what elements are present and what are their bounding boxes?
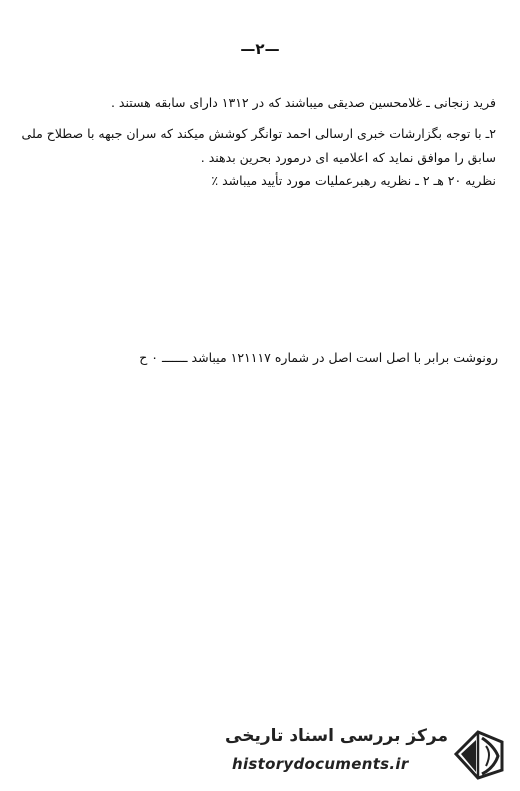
page-number: —۲—: [240, 40, 280, 58]
body-line-2: ۲ـ با توجه بگزارشات خبری ارسالی احمد توانگر کوشش میکند که سران جبهه با صطلاح ملی: [21, 126, 496, 141]
watermark-title: مرکز بررسی اسناد تاریخی: [225, 726, 448, 746]
book-logo-icon: [452, 724, 508, 782]
archive-watermark: [225, 722, 514, 784]
body-line-1: فرید زنجانی ـ غلامحسین صدیقی میباشند که در ۱۳۱۲ دارای سابقه هستند .: [110, 95, 496, 110]
watermark-website: historydocuments.ir: [232, 755, 409, 773]
body-line-3: سابق را موافق نماید که اعلامیه ای درمورد بحرین بدهند .: [200, 150, 496, 165]
copy-certification-line: رونوشت برابر با اصل است اصل در شماره ۱۲۱۱۱۷ میباشد ـــــــ ۰ ح: [139, 350, 498, 365]
body-line-4: نظریه ۲۰ هـ ۲ ـ نظریه رهبرعملیات مورد تأیید میباشد ٪: [211, 173, 496, 188]
